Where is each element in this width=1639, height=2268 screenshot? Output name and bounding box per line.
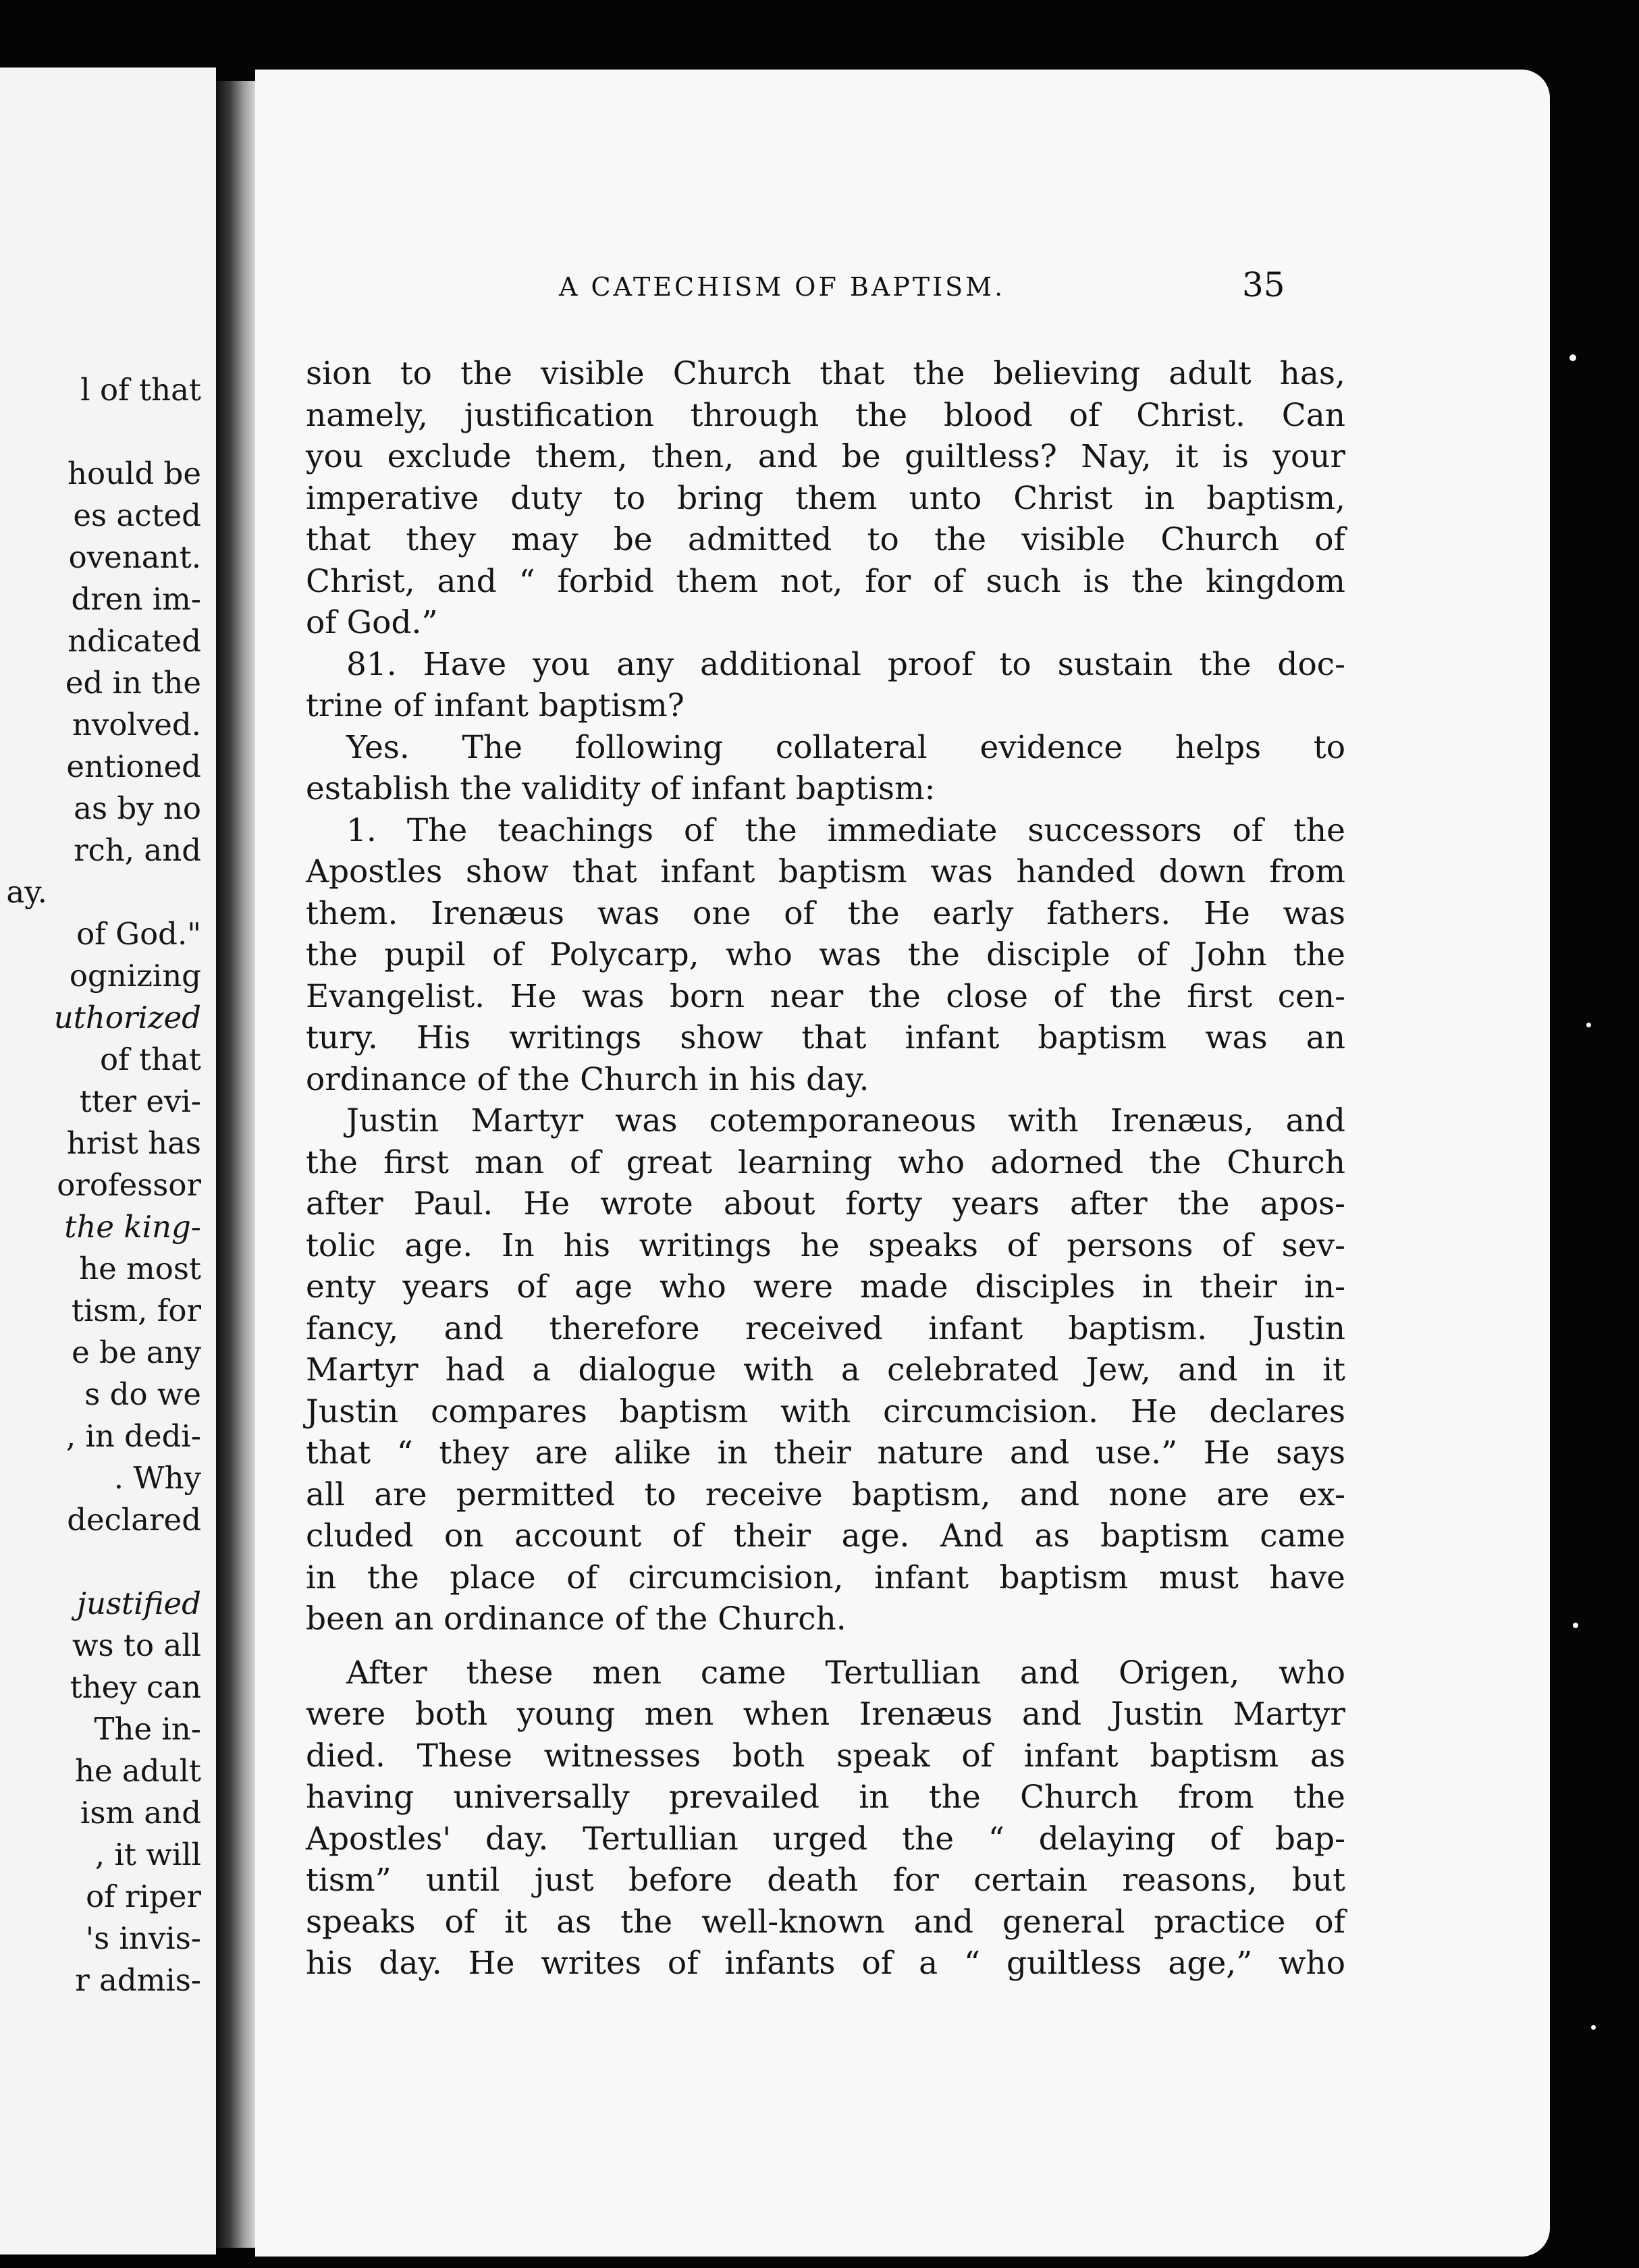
paragraph (306, 353, 1345, 644)
book-spine-shadow (216, 81, 255, 2248)
left-page-line: ognizing (69, 958, 201, 994)
text-line: the pupil of Polycarp, who was the disciple of John the (306, 936, 1345, 973)
text-line: 1. The teachings of the immediate successors of the (346, 811, 1345, 849)
text-line: After these men came Tertullian and Origen, who (346, 1654, 1345, 1692)
left-page-line: e be any (72, 1334, 201, 1370)
answer-line: Yes. The following collateral evidence helps to (346, 728, 1345, 766)
text-line: were both young men when Irenæus and Justin Martyr (306, 1696, 1345, 1733)
left-page-line: rch, and (74, 832, 201, 868)
left-page-line: hould be (68, 456, 201, 491)
left-page-line: , in dedi- (65, 1418, 201, 1454)
text-line: ordinance of the Church in his day. (306, 1060, 869, 1098)
left-page-line: the king- (64, 1209, 201, 1245)
left-page-line: he most (79, 1251, 201, 1287)
page-body-text (306, 353, 1345, 1985)
text-line: Apostles' day. Tertullian urged the “ delaying of bap- (306, 1820, 1345, 1858)
left-page-line: tter evi- (79, 1083, 201, 1119)
text-line: speaks of it as the well-known and general practice of (306, 1903, 1345, 1941)
text-line: the first man of great learning who adorned the Church (306, 1143, 1345, 1181)
left-page-line: s do we (84, 1376, 201, 1412)
text-line: imperative duty to bring them unto Christ in baptism, (306, 479, 1345, 517)
scan-speck (1569, 354, 1576, 361)
right-page (255, 70, 1550, 2257)
left-page-line: The in- (94, 1711, 201, 1747)
text-line: in the place of circumcision, infant baptism must have (306, 1559, 1345, 1596)
text-line: namely, justification through the blood of Christ. Can (306, 396, 1345, 434)
left-page-line: ndicated (68, 623, 201, 659)
left-page-line: , it will (95, 1837, 201, 1872)
running-head: A CATECHISM OF BAPTISM. (559, 272, 1006, 302)
justin-martyr-paragraph (306, 1100, 1345, 1640)
paragraph-gap (306, 1640, 1345, 1652)
tertullian-origen-paragraph (306, 1652, 1345, 1985)
left-page-line: . Why (113, 1460, 201, 1496)
text-line: cluded on account of their age. And as baptism came (306, 1517, 1345, 1555)
text-line: died. These witnesses both speak of infant baptism as (306, 1737, 1345, 1775)
left-page-line: of that (99, 1042, 201, 1077)
left-page-line: l of that (80, 372, 201, 408)
text-line: that “ they are alike in their nature and use.” He says (306, 1434, 1345, 1472)
answer-line: establish the validity of infant baptism: (306, 770, 936, 807)
left-page-line: hrist has (66, 1125, 201, 1161)
scan-speck (1591, 2025, 1596, 2030)
question-line: 81. Have you any additional proof to sustain the doc- (346, 645, 1345, 683)
text-line: tolic age. In his writings he speaks of persons of sev- (306, 1226, 1345, 1264)
left-page-line: tism, for (71, 1293, 201, 1328)
left-page-line: uthorized (53, 1000, 201, 1035)
left-page-line: declared (67, 1502, 201, 1538)
page-number: 35 (1242, 265, 1285, 304)
left-page-line: ovenant. (68, 539, 201, 575)
text-line: them. Irenæus was one of the early fathers. He was (306, 894, 1345, 932)
left-page (0, 68, 216, 2254)
left-page-line: as by no (74, 790, 201, 826)
text-line: you exclude them, then, and be guiltless? Nay, it is your (306, 438, 1345, 475)
left-page-line: ay. (6, 874, 47, 910)
text-line: Justin compares baptism with circumcision. He declares (306, 1393, 1345, 1430)
left-page-line: nvolved. (72, 707, 201, 742)
left-page-line: orofessor (57, 1167, 201, 1203)
left-page-line: es acted (73, 497, 201, 533)
answer-paragraph (306, 727, 1345, 810)
question-paragraph (306, 644, 1345, 727)
left-page-line: r admis- (75, 1962, 201, 1998)
text-line: enty years of age who were made disciples in their in- (306, 1268, 1345, 1305)
text-line: Apostles show that infant baptism was handed down from (306, 853, 1345, 890)
question-line: trine of infant baptism? (306, 687, 684, 724)
evidence-paragraph (306, 810, 1345, 1101)
text-line: all are permitted to receive baptism, and none are ex- (306, 1476, 1345, 1513)
left-page-line: 's invis- (85, 1920, 201, 1956)
left-page-line: ws to all (72, 1627, 201, 1663)
text-line: after Paul. He wrote about forty years after the apos- (306, 1185, 1345, 1222)
text-line: Martyr had a dialogue with a celebrated Jew, and in it (306, 1351, 1345, 1388)
text-line: been an ordinance of the Church. (306, 1600, 847, 1638)
left-page-line: they can (70, 1669, 201, 1705)
left-page-line: ism and (80, 1795, 201, 1831)
left-page-line: justified (77, 1586, 201, 1621)
scan-speck (1573, 1623, 1578, 1628)
left-page-line: entioned (66, 749, 201, 784)
page-header (255, 265, 1550, 326)
left-page-line: dren im- (71, 581, 201, 617)
text-line: sion to the visible Church that the believing adult has, (306, 355, 1345, 392)
left-page-line: of God." (76, 916, 201, 952)
text-line: fancy, and therefore received infant baptism. Justin (306, 1310, 1345, 1347)
left-page-line: ed in the (65, 665, 201, 701)
text-line: of God.” (306, 604, 438, 641)
text-line: having universally prevailed in the Church from the (306, 1779, 1345, 1816)
text-line: Christ, and “ forbid them not, for of such is the kingdom (306, 562, 1345, 600)
left-page-line: of riper (86, 1879, 201, 1914)
text-line: tury. His writings show that infant baptism was an (306, 1019, 1345, 1056)
text-line: tism” until just before death for certain reasons, but (306, 1862, 1345, 1899)
text-line: Evangelist. He was born near the close of the first cen- (306, 977, 1345, 1015)
scan-speck (1586, 1023, 1591, 1027)
text-line: Justin Martyr was cotemporaneous with Irenæus, and (346, 1102, 1345, 1139)
text-line: that they may be admitted to the visible Church of (306, 521, 1345, 558)
text-line: his day. He writes of infants of a “ guiltless age,” who (306, 1945, 1345, 1982)
left-page-line: he adult (74, 1753, 201, 1789)
